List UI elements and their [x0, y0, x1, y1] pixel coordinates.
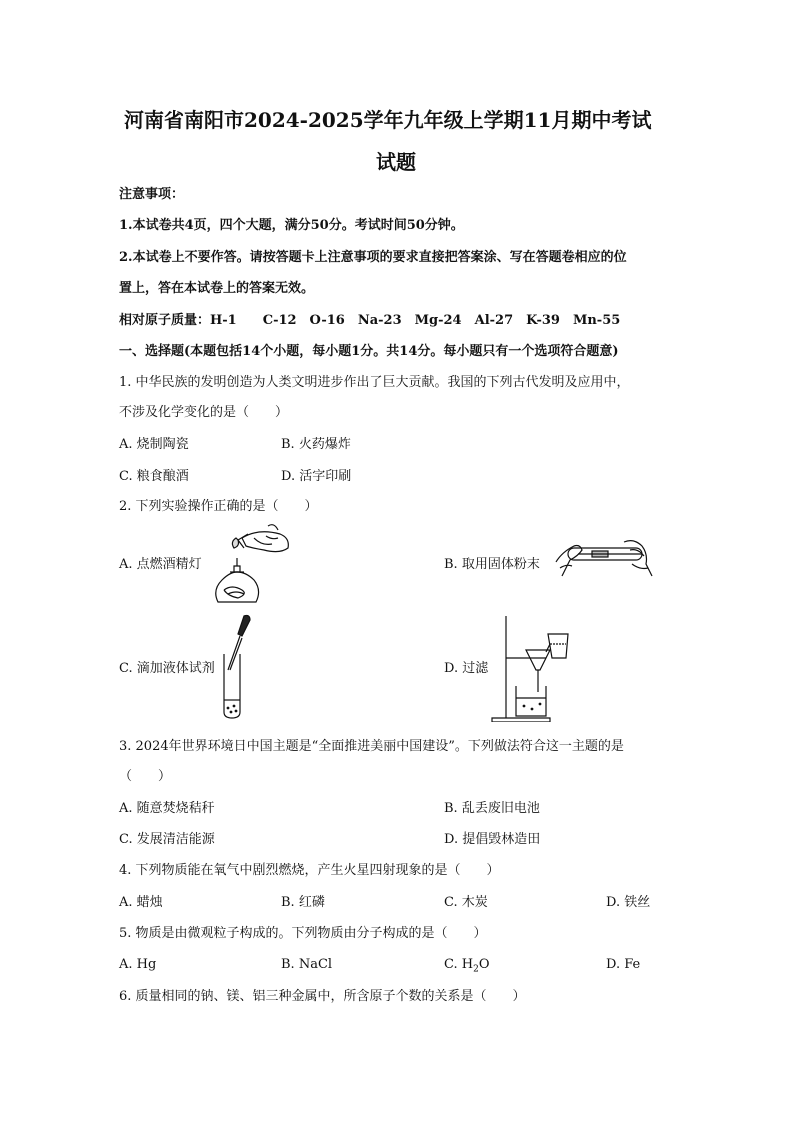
- question-3-option-a: A. 随意焚烧秸秆: [119, 801, 215, 816]
- question-4-option-b: B. 红磷: [281, 895, 325, 910]
- question-4-option-c: C. 木炭: [444, 895, 488, 910]
- question-5-stem: 5. 物质是由微观粒子构成的。下列物质由分子构成的是（ ）: [119, 926, 487, 941]
- page-title-line2: 试题: [376, 150, 416, 174]
- question-1-stem: 1. 中华民族的发明创造为人类文明进步作出了巨大贡献。我国的下列古代发明及应用中，: [119, 375, 630, 390]
- question-3-stem-cont: （ ）: [119, 769, 172, 784]
- section-heading: 一、选择题(本题包括14个小题，每小题1分。共14分。每小题只有一个选项符合题意): [119, 344, 619, 359]
- question-6-stem: 6. 质量相同的钠、镁、铝三种金属中，所含原子个数的关系是（ ）: [119, 989, 526, 1004]
- question-3-stem: 3. 2024年世界环境日中国主题是“全面推进美丽中国建设”。下列做法符合这一主题的是: [119, 739, 624, 754]
- question-5-option-c: C. $H_2O$: [444, 957, 490, 975]
- question-4-stem: 4. 下列物质能在氧气中剧烈燃烧，产生火星四射现象的是（ ）: [119, 863, 500, 878]
- atomic-mass-line: 相对原子质量：H-1 C-12 O-16 Na-23 Mg-24 Al-27 K-39 Mn-55: [119, 313, 621, 328]
- question-4-option-d: D. 铁丝: [606, 895, 651, 910]
- question-4-option-a: A. 蜡烛: [119, 895, 163, 910]
- question-2-option-a: A. 点燃酒精灯: [119, 557, 202, 572]
- question-5-option-d: D. Fe: [606, 957, 641, 972]
- question-5-option-b: B. NaCl: [281, 957, 333, 972]
- question-3-option-b: B. 乱丢废旧电池: [444, 801, 540, 816]
- question-2-option-c: C. 滴加液体试剂: [119, 661, 215, 676]
- page-title: 河南省南阳市2024-2025学年九年级上学期11月期中考试: [124, 108, 652, 132]
- question-2-option-d: D. 过滤: [444, 661, 489, 676]
- filtration-illustration: [490, 614, 576, 722]
- notes-item-2: 2.本试卷上不要作答。请按答题卡上注意事项的要求直接把答案涂、写在答题卷相应的位: [119, 250, 627, 265]
- question-2-stem: 2. 下列实验操作正确的是（ ）: [119, 499, 318, 514]
- question-5-option-a: A. Hg: [119, 957, 157, 972]
- question-1-option-c: C. 粮食酿酒: [119, 469, 189, 484]
- notes-item-2-cont: 置上，答在本试卷上的答案无效。: [119, 281, 315, 296]
- question-1-option-b: B. 火药爆炸: [281, 437, 351, 452]
- dropper-illustration: [222, 614, 258, 720]
- alcohol-lamp-illustration: [208, 524, 300, 604]
- question-3-option-d: D. 提倡毁林造田: [444, 832, 541, 847]
- question-3-option-c: C. 发展清洁能源: [119, 832, 215, 847]
- question-2-option-b: B. 取用固体粉末: [444, 557, 540, 572]
- question-1-stem-cont: 不涉及化学变化的是（ ）: [119, 405, 289, 420]
- question-1-option-a: A. 烧制陶瓷: [119, 437, 189, 452]
- notes-heading: 注意事项：: [119, 187, 185, 202]
- solid-powder-illustration: [552, 536, 656, 588]
- question-1-option-d: D. 活字印刷: [281, 469, 352, 484]
- notes-item-1: 1.本试卷共4页，四个大题，满分50分。考试时间50分钟。: [119, 218, 464, 233]
